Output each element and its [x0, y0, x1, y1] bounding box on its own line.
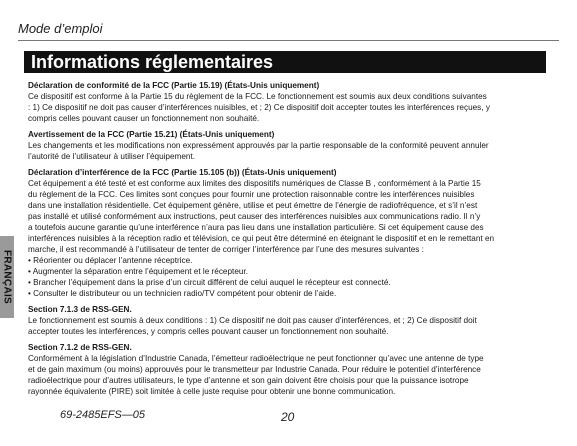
- text-line: interférences nuisibles à la réception radio et télévision, ce qui peut être déterminé en éteignant le dispositif et en le remettant en: [28, 234, 495, 243]
- text-line: rayonnée équivalente (PIRE) soit limitée à celle juste requise pour obtenir une bonne communication.: [28, 387, 396, 396]
- header-rule: [18, 40, 559, 41]
- text-line: et de gain maximum (ou moins) approuvés pour le transmetteur par Industrie Canada. Pour réduire le potentiel d’interférence: [28, 365, 481, 374]
- text-line: marche, il est recommandé à l’utilisateur de tenter de corriger l’interférence par l’une des mesures suivantes :: [28, 245, 424, 254]
- text-line: a toutefois aucune garantie qu’une interférence n’aura pas lieu dans une installation particulière. Si cet équipement cause des: [28, 223, 484, 232]
- text-line: pas installé et utilisé conformément aux instructions, peut causer des interférences nuisibles aux communications radio. Il n’y: [28, 212, 481, 221]
- measures-list: [28, 255, 550, 299]
- page-number: 20: [281, 410, 295, 424]
- section-heading: Avertissement de la FCC (Partie 15.21) (États-Unis uniquement): [28, 130, 275, 139]
- page-title: Informations réglementaires: [24, 51, 546, 73]
- section-heading: Section 7.1.2 de RSS-GEN.: [28, 343, 132, 352]
- section-rss-gen-7-1-3: [28, 304, 550, 337]
- section-heading: Déclaration de conformité de la FCC (Partie 15.19) (États-Unis uniquement): [28, 81, 320, 90]
- section-fcc-15-105: [28, 167, 550, 299]
- list-item: • Brancher l’équipement dans la prise d’un circuit différent de celui auquel le récepteur est connecté.: [28, 278, 391, 287]
- text-line: Conformément à la législation d’Industrie Canada, l’émetteur radioélectrique ne peut fonctionner qu’avec une antenne de type: [28, 354, 484, 363]
- text-line: Les changements et les modifications non expressément approuvés par la partie responsable de la conformité peuvent annuler: [28, 141, 489, 150]
- section-rss-gen-7-1-2: [28, 342, 550, 397]
- section-fcc-15-19: [28, 80, 550, 124]
- running-header: Mode d’emploi: [18, 21, 103, 36]
- text-line: l’autorité de l’utilisateur à utiliser l’équipement.: [28, 152, 196, 161]
- text-line: dans une installation résidentielle. Cet équipement génère, utilise et peut émettre de l’énergie de radiofréquence, et s’il n’est: [28, 201, 478, 210]
- section-text: [28, 353, 550, 397]
- text-line: Cet équipement a été testé et est conforme aux limites des dispositifs numériques de Classe B , conformément à la Partie 15: [28, 179, 481, 188]
- section-text: [28, 91, 550, 124]
- list-item: • Augmenter la séparation entre l’équipement et le récepteur.: [28, 267, 248, 276]
- section-heading: Déclaration d’interférence de la FCC (Partie 15.105 (b)) (États-Unis uniquement): [28, 168, 337, 177]
- regulatory-content: [28, 80, 550, 402]
- text-line: radioélectrique pour d’autres utilisateurs, le type d’antenne et son gain doivent être choisis pour que la puissance isotrope: [28, 376, 469, 385]
- document-number: 69-2485EFS—05: [60, 409, 145, 421]
- text-line: Le fonctionnement est soumis à deux conditions : 1) Ce dispositif ne doit pas causer d’interférences, et ; 2) Ce dispositif doit: [28, 316, 477, 325]
- text-line: compris celles pouvant causer un fonctionnement non souhaité.: [28, 114, 260, 123]
- section-text: [28, 178, 550, 255]
- section-text: [28, 140, 550, 162]
- list-item: • Réorienter ou déplacer l’antenne réceptrice.: [28, 256, 193, 265]
- section-text: [28, 315, 550, 337]
- section-heading: Section 7.1.3 de RSS-GEN.: [28, 305, 132, 314]
- text-line: : 1) Ce dispositif ne doit pas causer d’interférences nuisibles, et ; 2) Ce dispositif doit accepter toutes les interférences reçues, y: [28, 103, 490, 112]
- section-fcc-15-21: [28, 129, 550, 162]
- text-line: Ce dispositif est conforme à la Partie 15 du règlement de la FCC. Le fonctionnement est soumis aux deux conditions suivantes: [28, 92, 487, 101]
- list-item: • Consulter le distributeur ou un technicien radio/TV compétent pour obtenir de l’aide.: [28, 289, 337, 298]
- text-line: accepter toutes les interférences, y compris celles pouvant causer un fonctionnement non souhaité.: [28, 327, 389, 336]
- text-line: du règlement de la FCC. Ces limites sont conçues pour fournir une protection raisonnable contre les interférences nuisibles: [28, 190, 475, 199]
- language-tab-label: FRANÇAIS: [1, 249, 13, 305]
